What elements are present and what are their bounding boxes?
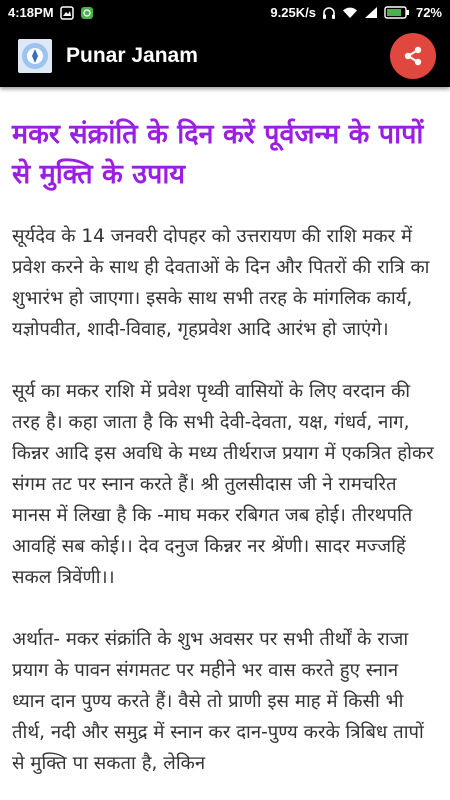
status-bar bbox=[0, 0, 450, 25]
network-speed: 9.25K/s bbox=[270, 5, 316, 20]
share-button[interactable] bbox=[390, 33, 436, 79]
article-paragraph: सूर्य का मकर राशि में प्रवेश पृथ्वी वासियों के लिए वरदान की तरह है। कहा जाता है कि सभी देवी-देवता, यक्ष, गंधर्व, नाग, किन्नर आदि इस अवधि के मध्य तीर्थराज प्रयाग में एकत्रित होकर संगम तट पर स्नान करते हैं। श्री तुलसीदास जी ने रामचरित मानस में लिखा है कि -माघ मकर रबिगत जब होई। तीरथपति आवहिं सब कोई।। देव दनुज किन्नर नर श्रेंणी। सादर मज्जहिं सकल त्रिवेंणी।। bbox=[12, 381, 434, 588]
share-icon bbox=[402, 45, 424, 67]
status-bar-right bbox=[270, 5, 442, 20]
article-content[interactable] bbox=[0, 87, 450, 800]
article-paragraph: अर्थात- मकर संक्रांति के शुभ अवसर पर सभी तीर्थों के राजा प्रयाग के पावन संगमतट पर महीने भर वास करते हुए स्नान ध्यान दान पुण्य करते हैं। वैसे तो प्राणी इस माह में किसी भी तीर्थ, नदी और समुद्र में स्नान कर दान-पुण्य करके त्रिबिध तापों से मुक्ति पा सकता है, लेकिन bbox=[12, 629, 424, 774]
app-bar bbox=[0, 25, 450, 87]
image-notification-icon bbox=[60, 6, 74, 20]
article-title: मकर संक्रांति के दिन करें पूर्वजन्म के पापों से मुक्ति के उपाय bbox=[12, 119, 424, 190]
status-time: 4:18PM bbox=[8, 5, 54, 20]
battery-percent: 72% bbox=[415, 5, 442, 20]
battery-icon bbox=[384, 6, 410, 19]
signal-icon bbox=[364, 6, 378, 19]
status-bar-left bbox=[8, 5, 94, 20]
app-title: Punar Janam bbox=[66, 44, 198, 67]
chat-notification-icon bbox=[80, 6, 94, 20]
headphones-icon bbox=[322, 6, 336, 20]
article-paragraph: सूर्यदेव के 14 जनवरी दोपहर को उत्तरायण की राशि मकर में प्रवेश करने के साथ ही देवताओं के दिन और पितरों की रात्रि का शुभारंभ हो जाएगा। इसके साथ सभी तरह के मांगलिक कार्य, यज्ञोपवीत, शादी-विवाह, गृहप्रवेश आदि आरंभ हो जाएंगे। bbox=[12, 226, 430, 340]
app-logo-icon bbox=[18, 39, 52, 73]
wifi-icon bbox=[342, 6, 358, 19]
